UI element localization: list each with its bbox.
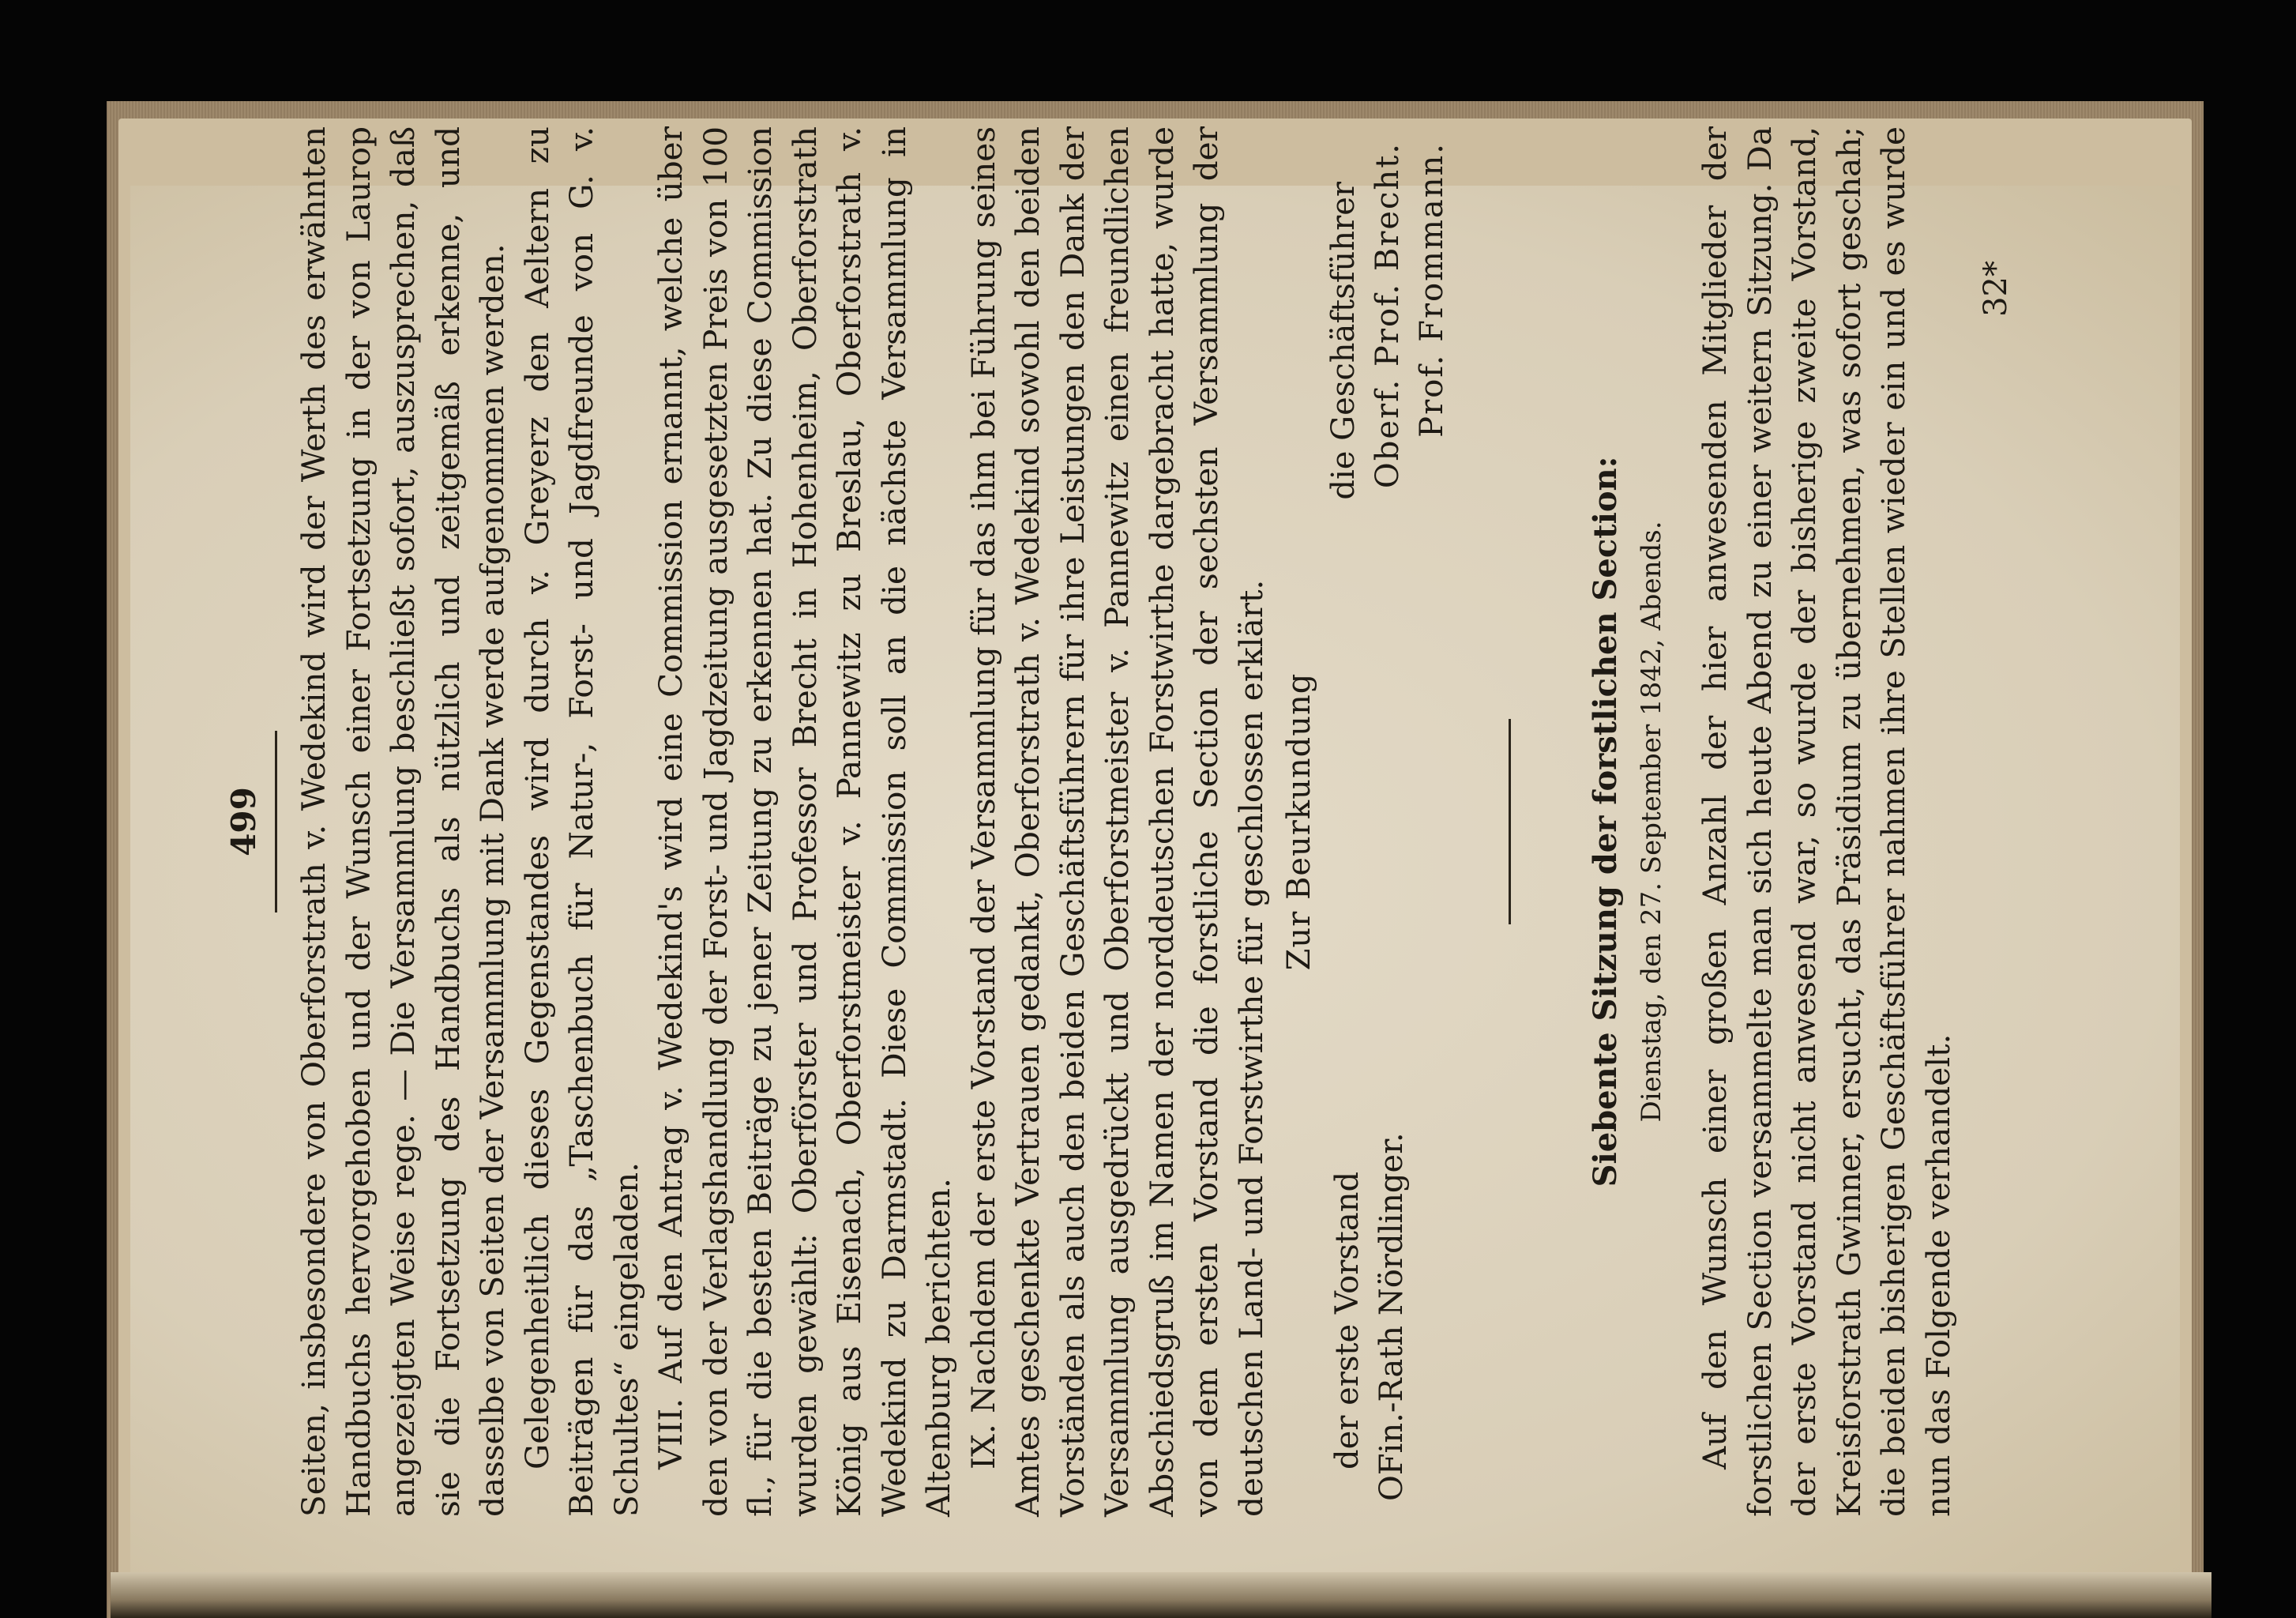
paragraph-viii-commission: VIII. Auf den Antrag v. Wedekind's wird eine Commission ernannt, welche über den von der Verlagshandlung der Forst- und Jagdzeitung ausgesetzten Preis von 100 fl., für die besten Beiträge zu jener Zeitung zu erkennen hat. Zu diese Commission wurden gewählt: Oberförster und Professor Brecht in Hohenheim, Oberforstrath König aus Eisenach, Oberforstmeister v. Pannewitz zu Breslau, Oberforstrath v. Wedekind zu Darmstadt. Diese Commission soll an die nächste Versammlung in Altenburg berichten. bbox=[652, 126, 957, 1517]
secretary-frommann: Prof. Frommann. bbox=[1414, 142, 1450, 438]
attestation-heading: Zur Beurkundung bbox=[1281, 672, 1317, 971]
paragraph-seventh-session: Auf den Wunsch einer großen Anzahl der hier anwesenden Mitglieder der forstlichen Section versammelte man sich heute Abend zu einer weitern Sitzung. Da der erste Vorstand nicht anwesend war, so wurde der bisherige zweite Vorstand, Kreisforstrath Gwinner, ersucht, das Präsidium zu übernehmen, was sofort geschah; die beiden bisherigen Geschäftsführer nahmen ihre Stellen wieder ein und es wurde nun das Folgende verhandelt. bbox=[1696, 126, 1957, 1517]
page-number: 499 bbox=[224, 787, 263, 856]
secretary-brecht: Oberf. Prof. Brecht. bbox=[1370, 142, 1406, 489]
signature-mark: 32* bbox=[1978, 261, 2014, 317]
first-chair-name: OFin.-Rath Nördlinger. bbox=[1373, 1132, 1410, 1501]
paragraph-taschenbuch: Gelegenheitlich dieses Gegenstandes wird durch v. Greyerz den Aeltern zu Beiträgen für das „Taschenbuch für Natur-, Forst- und Jagdfreunde von G. v. Schultes“ eingeladen. bbox=[517, 126, 645, 1517]
attestation-block bbox=[1273, 126, 1480, 1517]
paragraph-ix-closing: IX. Nachdem der erste Vorstand der Versammlung für das ihm bei Führung seines Amtes geschenkte Vertrauen gedankt, Oberforstrath v. Wedekind sowohl den beiden Vorständen als auch den beiden Geschäftsführern für ihre Leistungen den Dank der Versammlung ausgedrückt und Oberforstmeister v. Pannewitz einen freundlichen Abschiedsgruß im Namen der norddeutschen Forstwirthe dargebracht hatte, wurde von dem ersten Vorstand die forstliche Section der sechsten Versammlung der deutschen Land- und Forstwirthe für geschlossen erklärt. bbox=[964, 126, 1270, 1517]
book-gutter bbox=[111, 1572, 2211, 1618]
header-rule bbox=[275, 731, 277, 912]
secretaries-title: die Geschäftsführer bbox=[1325, 182, 1362, 500]
first-chair-title: der erste Vorstand bbox=[1329, 1171, 1366, 1469]
section-rule bbox=[1509, 719, 1511, 924]
paragraph-handbuch: Seiten, insbesondere von Oberforstrath v. Wedekind wird der Werth des erwähnten Handbuchs hervorgehoben und der Wunsch einer Fortsetzung in der von Laurop angezeigten Weise rege. — Die Versammlung beschließt sofort, auszusprechen, daß sie die Fortsetzung des Handbuchs als nützlich und zeitgemäß erkenne, und dasselbe von Seiten der Versammlung mit Dank werde aufgenommen werden. bbox=[295, 126, 511, 1517]
section-title: Siebente Sitzung der forstlichen Section: bbox=[1587, 456, 1624, 1187]
page-text bbox=[221, 126, 2038, 1517]
section-date: Dienstag, den 27. September 1842, Abends. bbox=[1636, 521, 1667, 1123]
